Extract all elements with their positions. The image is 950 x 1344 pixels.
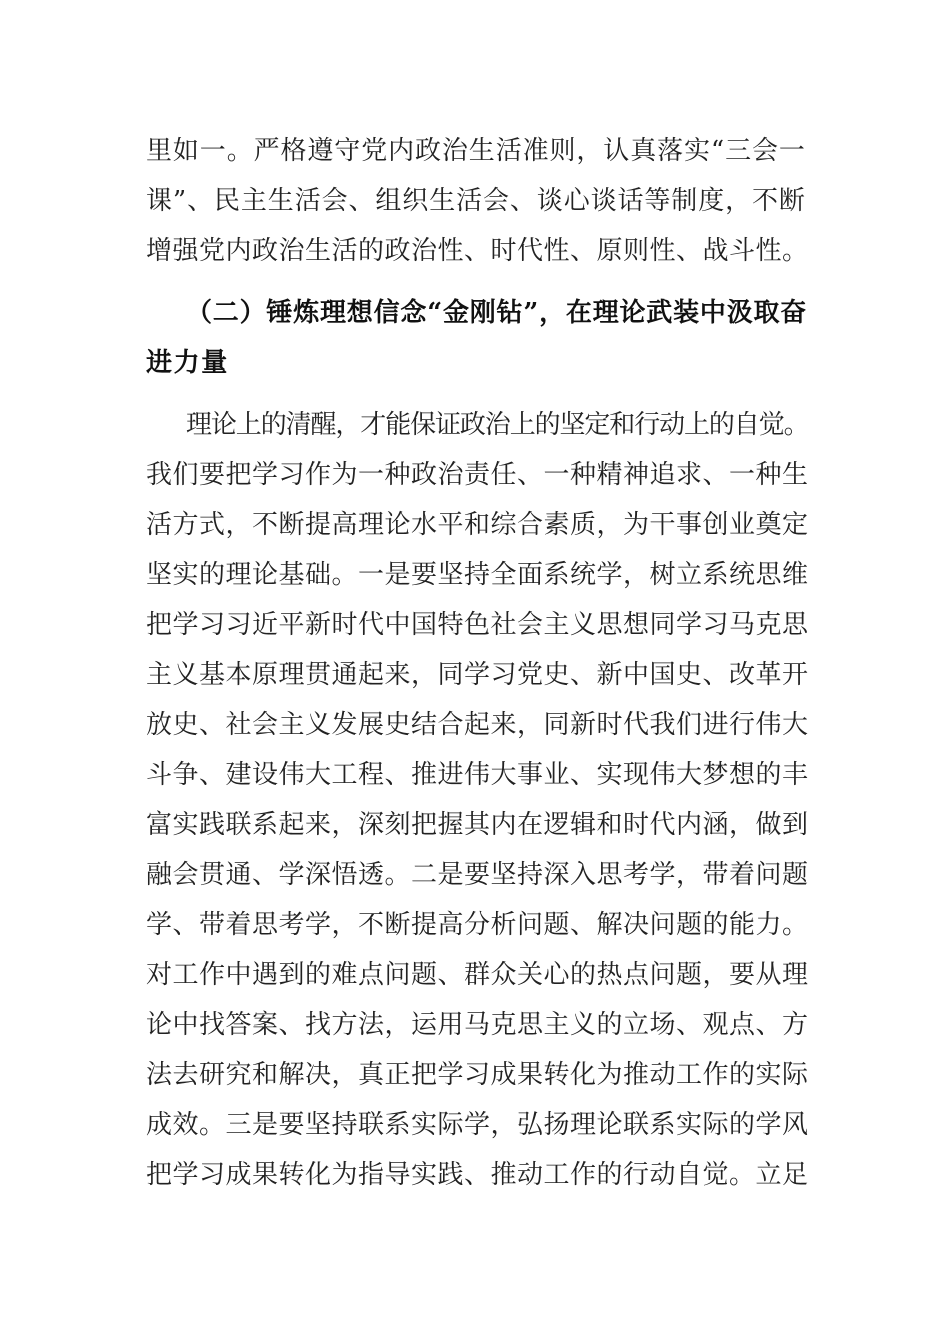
paragraph-line: 学、带着思考学，不断提高分析问题、解决问题的能力。 — [146, 910, 809, 940]
paragraph-line: 我们要把学习作为一种政治责任、一种精神追求、一种生 — [146, 460, 809, 490]
section-heading: 进力量 — [146, 348, 229, 378]
paragraph-line: 坚实的理论基础。一是要坚持全面系统学，树立系统思维 — [146, 560, 809, 590]
paragraph-line: 课”、民主生活会、组织生活会、谈心谈话等制度，不断 — [146, 186, 806, 216]
paragraph-line: 主义基本原理贯通起来，同学习党史、新中国史、改革开 — [146, 660, 809, 690]
paragraph-line: 放史、社会主义发展史结合起来，同新时代我们进行伟大 — [146, 710, 809, 740]
paragraph-line: 活方式，不断提高理论水平和综合素质，为干事创业奠定 — [146, 510, 809, 540]
paragraph-line: 理论上的清醒，才能保证政治上的坚定和行动上的自觉。 — [186, 410, 809, 440]
paragraph-line: 把学习习近平新时代中国特色社会主义思想同学习马克思 — [146, 610, 809, 640]
paragraph-line: 融会贯通、学深悟透。二是要坚持深入思考学，带着问题 — [146, 860, 809, 890]
paragraph-line: 对工作中遇到的难点问题、群众关心的热点问题，要从理 — [146, 960, 809, 990]
paragraph-line: 里如一。严格遵守党内政治生活准则，认真落实“三会一 — [146, 136, 806, 166]
paragraph-line: 斗争、建设伟大工程、推进伟大事业、实现伟大梦想的丰 — [146, 760, 809, 790]
paragraph-line: 增强党内政治生活的政治性、时代性、原则性、战斗性。 — [146, 236, 809, 266]
section-heading: （二）锤炼理想信念“金刚钻”，在理论武装中汲取奋 — [186, 298, 808, 328]
paragraph-line: 富实践联系起来，深刻把握其内在逻辑和时代内涵，做到 — [146, 810, 809, 840]
paragraph-line: 把学习成果转化为指导实践、推动工作的行动自觉。立足 — [146, 1160, 809, 1190]
paragraph-line: 法去研究和解决，真正把学习成果转化为推动工作的实际 — [146, 1060, 809, 1090]
paragraph-line: 论中找答案、找方法，运用马克思主义的立场、观点、方 — [146, 1010, 809, 1040]
paragraph-line: 成效。三是要坚持联系实际学，弘扬理论联系实际的学风 — [146, 1110, 809, 1140]
